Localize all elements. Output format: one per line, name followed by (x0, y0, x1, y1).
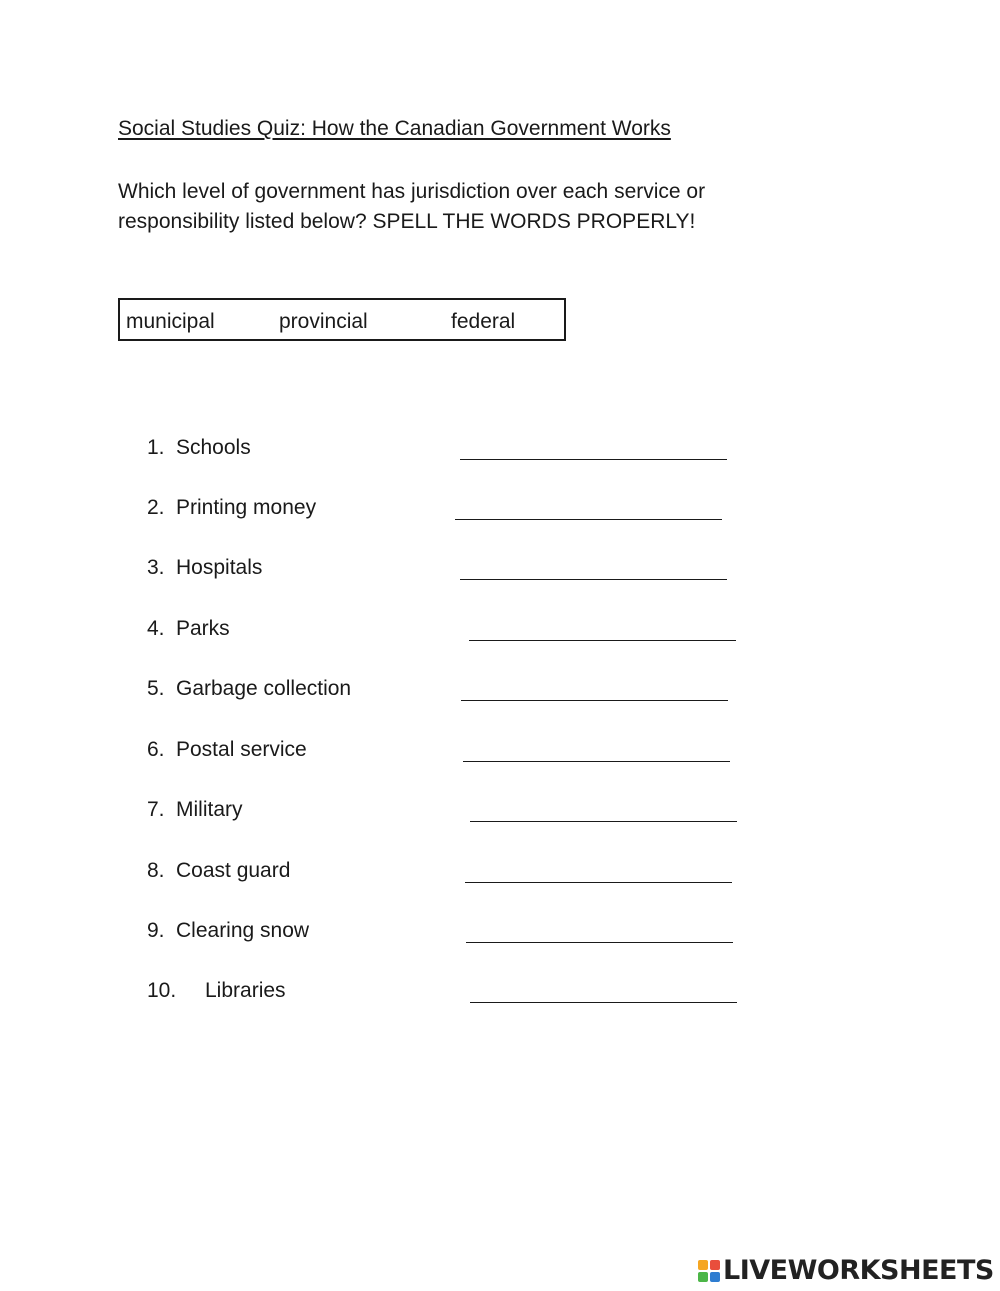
question-label: Hospitals (176, 556, 263, 579)
logo-text: LIVEWORKSHEETS (723, 1255, 994, 1286)
word-bank-box (118, 298, 566, 341)
answer-blank-7[interactable] (470, 821, 737, 822)
question-label: Printing money (176, 496, 317, 519)
question-number: 6. (147, 738, 165, 761)
question-row-2 (0, 496, 1000, 526)
question-row-5 (0, 677, 1000, 707)
question-label: Military (176, 798, 243, 821)
question-row-1 (0, 436, 1000, 466)
logo-block-icon (710, 1272, 720, 1282)
question-row-10 (0, 979, 1000, 1009)
answer-blank-4[interactable] (469, 640, 736, 641)
answer-blank-8[interactable] (465, 882, 732, 883)
question-row-6 (0, 738, 1000, 768)
question-row-8 (0, 859, 1000, 889)
word-bank-item-provincial: provincial (279, 310, 368, 333)
question-number: 1. (147, 436, 165, 459)
answer-blank-10[interactable] (470, 1002, 737, 1003)
question-number: 2. (147, 496, 165, 519)
question-label: Clearing snow (176, 919, 310, 942)
question-row-7 (0, 798, 1000, 828)
question-label: Schools (176, 436, 251, 459)
answer-blank-5[interactable] (461, 700, 728, 701)
answer-blank-1[interactable] (460, 459, 727, 460)
question-label: Coast guard (176, 859, 291, 882)
question-row-3 (0, 556, 1000, 586)
question-number: 9. (147, 919, 165, 942)
question-number: 7. (147, 798, 165, 821)
question-number: 4. (147, 617, 165, 640)
question-label: Garbage collection (176, 677, 352, 700)
word-bank-item-municipal: municipal (126, 310, 215, 333)
question-row-9 (0, 919, 1000, 949)
word-bank-item-federal: federal (451, 310, 516, 333)
logo-block-icon (698, 1272, 708, 1282)
logo-blocks-icon (698, 1260, 720, 1282)
question-label: Libraries (205, 979, 286, 1002)
question-number: 10. (147, 979, 177, 1002)
instructions-text: Which level of government has jurisdiction over each service or responsibility listed below? SPELL THE WORDS PROPERLY! (118, 180, 706, 233)
page-title: Social Studies Quiz: How the Canadian Government Works (118, 117, 671, 140)
question-label: Postal service (176, 738, 307, 761)
question-number: 5. (147, 677, 165, 700)
question-row-4 (0, 617, 1000, 647)
question-label: Parks (176, 617, 230, 640)
answer-blank-3[interactable] (460, 579, 727, 580)
answer-blank-6[interactable] (463, 761, 730, 762)
question-number: 3. (147, 556, 165, 579)
liveworksheets-logo (698, 1257, 994, 1285)
logo-block-icon (698, 1260, 708, 1270)
logo-block-icon (710, 1260, 720, 1270)
question-number: 8. (147, 859, 165, 882)
answer-blank-9[interactable] (466, 942, 733, 943)
answer-blank-2[interactable] (455, 519, 722, 520)
